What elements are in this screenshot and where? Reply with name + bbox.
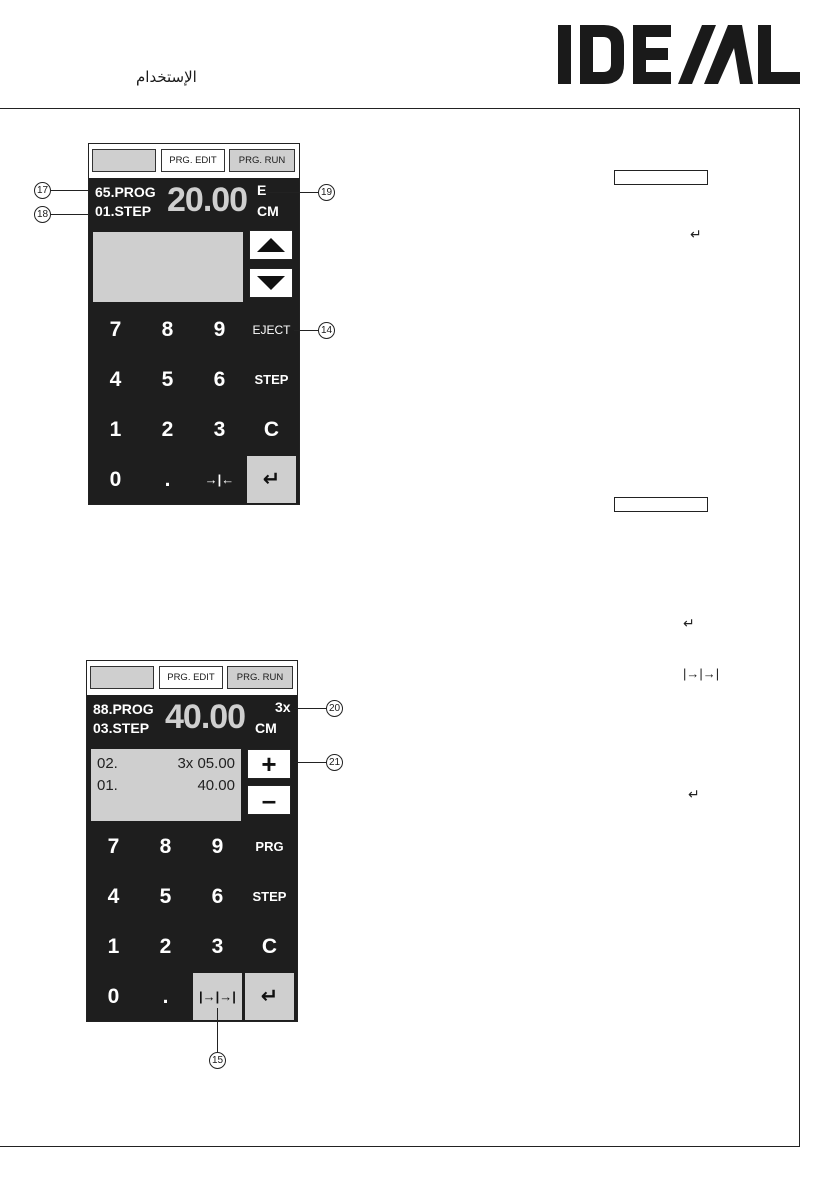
up-button[interactable] bbox=[249, 230, 293, 260]
placeholder-box bbox=[614, 170, 708, 185]
multiplier-indicator: 3x bbox=[275, 699, 291, 715]
callout-17: 17 bbox=[34, 182, 51, 199]
ideal-logo bbox=[556, 22, 802, 88]
main-display bbox=[89, 178, 299, 224]
key-fn3[interactable]: |→|→| bbox=[193, 973, 242, 1020]
unit-label: CM bbox=[257, 203, 279, 219]
enter-symbol: ↵ bbox=[690, 226, 702, 242]
key-clear[interactable]: C bbox=[247, 406, 296, 453]
main-display bbox=[87, 695, 297, 741]
control-panel-edit bbox=[88, 143, 300, 505]
multi-cut-symbol: |→|→| bbox=[683, 666, 720, 681]
lcd-row-index: 02. bbox=[97, 755, 118, 772]
eject-indicator: E bbox=[257, 182, 267, 198]
cut-dimension: 20.00 bbox=[167, 181, 248, 219]
tab-prg-edit[interactable]: PRG. EDIT bbox=[159, 666, 223, 689]
enter-symbol: ↵ bbox=[683, 615, 695, 631]
tab-blank[interactable] bbox=[90, 666, 154, 689]
down-button[interactable] bbox=[249, 268, 293, 298]
step-number: 01.STEP bbox=[95, 203, 152, 219]
cut-dimension: 40.00 bbox=[165, 698, 246, 736]
tab-prg-run[interactable]: PRG. RUN bbox=[229, 149, 295, 172]
key-fn1[interactable]: EJECT bbox=[247, 306, 296, 353]
key-4[interactable]: 4 bbox=[89, 873, 138, 920]
key-enter[interactable]: ↵ bbox=[245, 973, 294, 1020]
callout-21: 21 bbox=[326, 754, 343, 771]
key-5[interactable]: 5 bbox=[141, 873, 190, 920]
key-2[interactable]: 2 bbox=[143, 406, 192, 453]
key-clear[interactable]: C bbox=[245, 923, 294, 970]
key-1[interactable]: 1 bbox=[91, 406, 140, 453]
lcd-row-value: 40.00 bbox=[197, 777, 235, 794]
key-9[interactable]: 9 bbox=[195, 306, 244, 353]
key-0[interactable]: 0 bbox=[91, 456, 140, 503]
callout-18: 18 bbox=[34, 206, 51, 223]
keypad-area bbox=[89, 224, 299, 504]
key-8[interactable]: 8 bbox=[143, 306, 192, 353]
ideal-logo-graphic bbox=[556, 22, 802, 88]
key-enter[interactable]: ↵ bbox=[247, 456, 296, 503]
key-8[interactable]: 8 bbox=[141, 823, 190, 870]
key-fn2[interactable]: STEP bbox=[247, 356, 296, 403]
mode-tabs bbox=[87, 661, 297, 695]
lcd-row-index: 01. bbox=[97, 777, 118, 794]
key-fn2[interactable]: STEP bbox=[245, 873, 294, 920]
key-2[interactable]: 2 bbox=[141, 923, 190, 970]
plus-button[interactable]: + bbox=[247, 749, 291, 779]
up-triangle-icon bbox=[256, 237, 286, 253]
key-0[interactable]: 0 bbox=[89, 973, 138, 1020]
program-number: 88.PROG bbox=[93, 701, 154, 717]
key-3[interactable]: 3 bbox=[195, 406, 244, 453]
placeholder-box bbox=[614, 497, 708, 512]
key-4[interactable]: 4 bbox=[91, 356, 140, 403]
tab-prg-run[interactable]: PRG. RUN bbox=[227, 666, 293, 689]
lcd-row bbox=[97, 777, 235, 794]
callout-15: 15 bbox=[209, 1052, 226, 1069]
unit-label: CM bbox=[255, 720, 277, 736]
tab-blank[interactable] bbox=[92, 149, 156, 172]
minus-button[interactable]: – bbox=[247, 785, 291, 815]
down-triangle-icon bbox=[256, 275, 286, 291]
step-number: 03.STEP bbox=[93, 720, 150, 736]
key-5[interactable]: 5 bbox=[143, 356, 192, 403]
control-panel-program bbox=[86, 660, 298, 1022]
keypad-area bbox=[87, 741, 297, 1021]
lcd-row-value: 3x 05.00 bbox=[177, 755, 235, 772]
key-fn1[interactable]: PRG bbox=[245, 823, 294, 870]
key-7[interactable]: 7 bbox=[89, 823, 138, 870]
tab-prg-edit[interactable]: PRG. EDIT bbox=[161, 149, 225, 172]
lcd-screen bbox=[93, 232, 243, 302]
mode-tabs bbox=[89, 144, 299, 178]
callout-14: 14 bbox=[318, 322, 335, 339]
key-6[interactable]: 6 bbox=[195, 356, 244, 403]
key-1[interactable]: 1 bbox=[89, 923, 138, 970]
key-9[interactable]: 9 bbox=[193, 823, 242, 870]
lcd-screen bbox=[91, 749, 241, 821]
callout-19: 19 bbox=[318, 184, 335, 201]
callout-20: 20 bbox=[326, 700, 343, 717]
lcd-row bbox=[97, 755, 235, 772]
key-point[interactable]: . bbox=[143, 456, 192, 503]
enter-symbol: ↵ bbox=[688, 786, 700, 802]
program-number: 65.PROG bbox=[95, 184, 156, 200]
key-7[interactable]: 7 bbox=[91, 306, 140, 353]
page-heading-arabic: الإستخدام bbox=[136, 68, 197, 86]
key-3[interactable]: 3 bbox=[193, 923, 242, 970]
key-6[interactable]: 6 bbox=[193, 873, 242, 920]
key-fn3[interactable]: →|← bbox=[195, 456, 244, 503]
key-point[interactable]: . bbox=[141, 973, 190, 1020]
